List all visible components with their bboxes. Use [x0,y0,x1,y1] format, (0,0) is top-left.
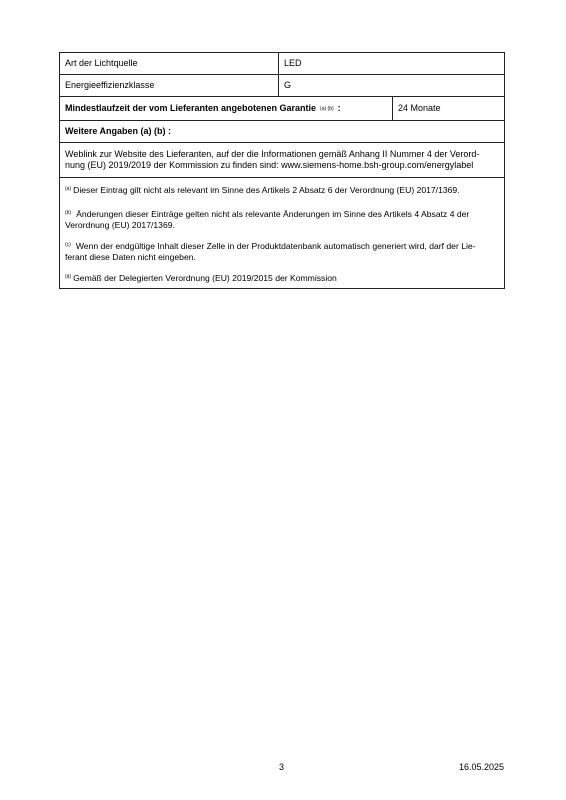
table-row [60,143,504,178]
footnote-line: Verordnung (EU) 2017/1369. [65,219,175,230]
further-info-heading: Weitere Angaben (a) (b) : [65,126,172,136]
further-info-heading-cell [60,121,504,142]
weblink-line: nung (EU) 2019/2019 der Kommission zu finden sind: www.siemens-home.bsh-group.com/energylabel [65,160,474,170]
weblink-text [65,149,498,171]
footnote-line: ferant diese Daten nicht eingeben. [65,251,196,262]
footnote-b [65,208,498,230]
footer-date: 16.05.2025 [459,762,505,772]
footnote-a [65,184,498,196]
footnote-line: Dieser Eintrag gilt nicht als relevant im Sinne des Artikels 2 Absatz 6 der Verordnung (EU) 2017/1369. [73,185,460,195]
guarantee-label-cell: Mindestlaufzeit der vom Lieferanten angebotenen Garantie (a) (b) : [65,103,341,113]
row-value-cell [278,75,504,96]
footnote-c [65,240,498,262]
footnote-line: Gemäß der Delegierten Verordnung (EU) 2019/2015 der Kommission [73,273,337,283]
energy-class-label: Energieeffizienzklasse [65,80,155,90]
footnote-line: Änderungen dieser Einträge gelten nicht als relevante Änderungen im Sinne des Artikels 4 Absatz 4 der [76,209,470,219]
page-number: 3 [279,762,285,772]
footnote-mark: (c) [65,242,71,248]
footnote-line: Wenn der endgültige Inhalt dieser Zelle in der Produktdatenbank automatisch generiert wird, darf der Lie- [75,241,476,251]
footnote-mark: (b) [65,210,72,216]
footnote-mark: (a) [65,186,72,192]
guarantee-label: Mindestlaufzeit der vom Lieferanten angebotenen Garantie [65,103,317,113]
guarantee-colon: : [337,103,341,113]
row-label-cell [60,53,278,74]
product-info-table [59,52,505,289]
table-row [60,97,504,121]
footnote-d [65,272,498,284]
row-label-cell [60,75,278,96]
guarantee-value-cell [392,97,504,120]
energy-class-value: G [284,80,292,90]
table-row [60,75,504,97]
light-source-label: Art der Lichtquelle [65,58,138,68]
table-row [60,121,504,143]
footnote-mark: (d) [65,274,72,280]
light-source-value: LED [284,58,302,68]
weblink-line: Weblink zur Website des Lieferanten, auf der die Informationen gemäß Anhang II Nummer 4 der Verord- [65,149,480,159]
row-value-cell [278,53,504,74]
guarantee-value: 24 Monate [398,103,441,113]
table-row [60,53,504,75]
